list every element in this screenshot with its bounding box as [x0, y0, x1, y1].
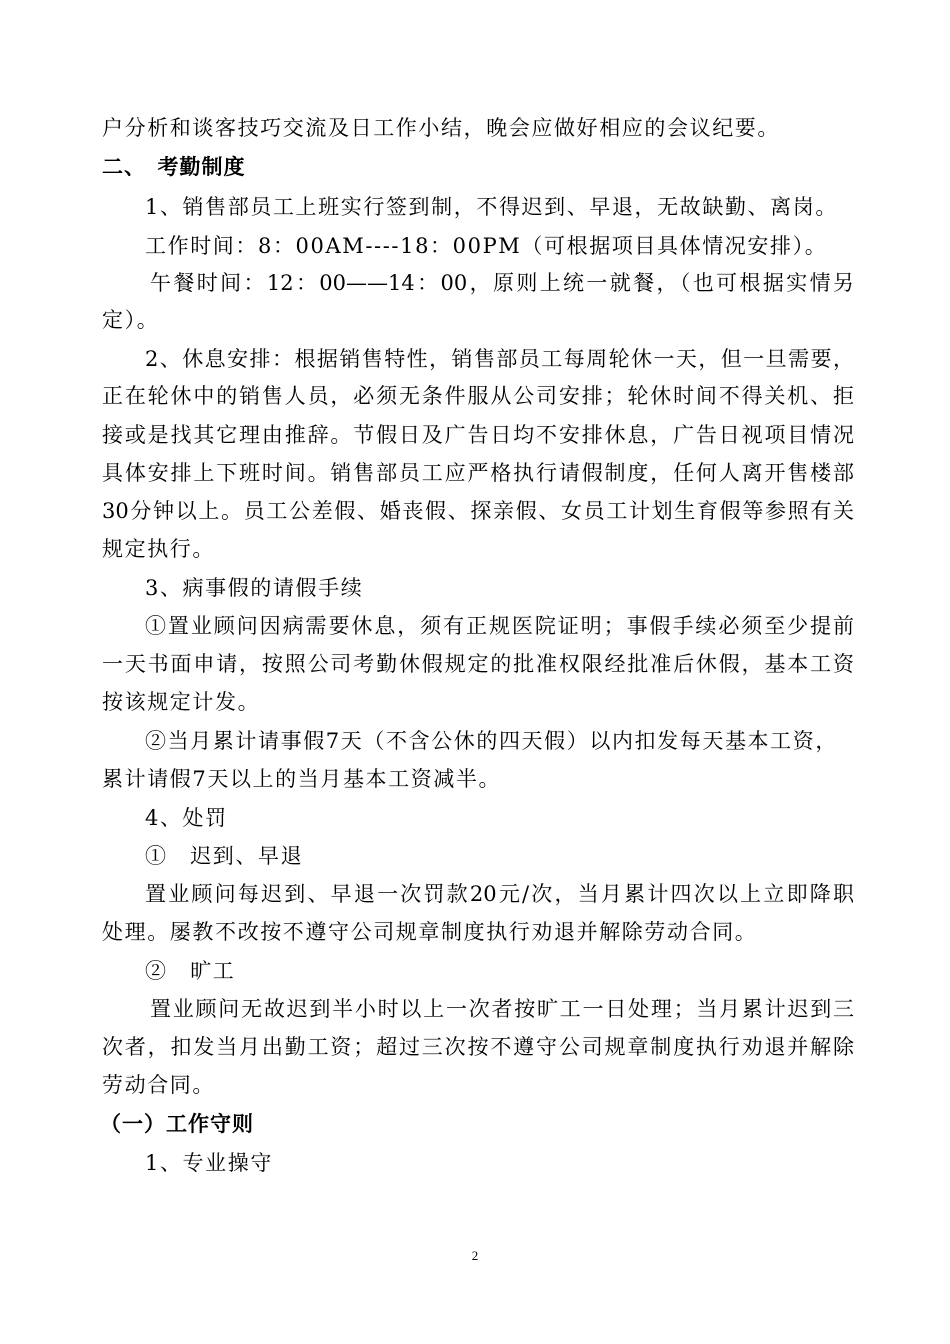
paragraph-line: 工作时间：8：00AM----18：00PM（可根据项目具体情况安排）。 [145, 234, 828, 258]
subsection-heading: （一）工作守则 [100, 1112, 254, 1136]
paragraph-line: 正在轮休中的销售人员，必须无条件服从公司安排；轮休时间不得关机、拒 [102, 384, 854, 408]
paragraph-line: 处理。屡教不改按不遵守公司规章制度执行劝退并解除劳动合同。 [102, 920, 758, 944]
paragraph-line: 1、专业操守 [145, 1151, 273, 1175]
paragraph-line: 定）。 [102, 308, 160, 332]
paragraph-line: 2、休息安排：根据销售特性，销售部员工每周轮休一天，但一旦需要， [145, 347, 854, 371]
paragraph-line: 一天书面申请，按照公司考勤休假规定的批准权限经批准后休假，基本工资 [102, 652, 854, 676]
paragraph-line: 30分钟以上。员工公差假、婚丧假、探亲假、女员工计划生育假等参照有关 [102, 499, 854, 523]
paragraph-line: 接或是找其它理由推辞。节假日及广告日均不安排休息，广告日视项目情况 [102, 423, 854, 447]
paragraph-line: 午餐时间：12：00——14：00，原则上统一就餐，（也可根据实情另 [150, 271, 854, 295]
paragraph-line: 劳动合同。 [102, 1073, 215, 1097]
paragraph-line: 按该规定计发。 [102, 690, 261, 714]
paragraph-line: 次者，扣发当月出勤工资；超过三次按不遵守公司规章制度执行劝退并解除 [102, 1035, 854, 1059]
paragraph-line: 户分析和谈客技巧交流及日工作小结，晚会应做好相应的会议纪要。 [102, 116, 780, 140]
paragraph-line: ② 旷工 [145, 959, 236, 983]
paragraph-line: ②当月累计请事假7天（不含公休的四天假）以内扣发每天基本工资， [145, 729, 838, 753]
paragraph-line: 具体安排上下班时间。销售部员工应严格执行请假制度，任何人离开售楼部 [102, 461, 854, 485]
section-heading: 二、 考勤制度 [102, 155, 246, 179]
paragraph-line: ①置业顾问因病需要休息，须有正规医院证明；事假手续必须至少提前 [145, 614, 854, 638]
paragraph-line: ① 迟到、早退 [145, 844, 304, 868]
paragraph-line: 4、处罚 [145, 806, 228, 830]
paragraph-line: 置业顾问无故迟到半小时以上一次者按旷工一日处理；当月累计迟到三 [150, 997, 854, 1021]
page-number: 2 [471, 1248, 479, 1263]
paragraph-line: 3、病事假的请假手续 [145, 576, 364, 600]
paragraph-line: 1、销售部员工上班实行签到制，不得迟到、早退，无故缺勤、离岗。 [145, 195, 838, 219]
paragraph-line: 置业顾问每迟到、早退一次罚款20元/次，当月累计四次以上立即降职 [145, 882, 854, 906]
paragraph-line: 规定执行。 [102, 537, 215, 561]
paragraph-line: 累计请假7天以上的当月基本工资减半。 [102, 767, 502, 791]
